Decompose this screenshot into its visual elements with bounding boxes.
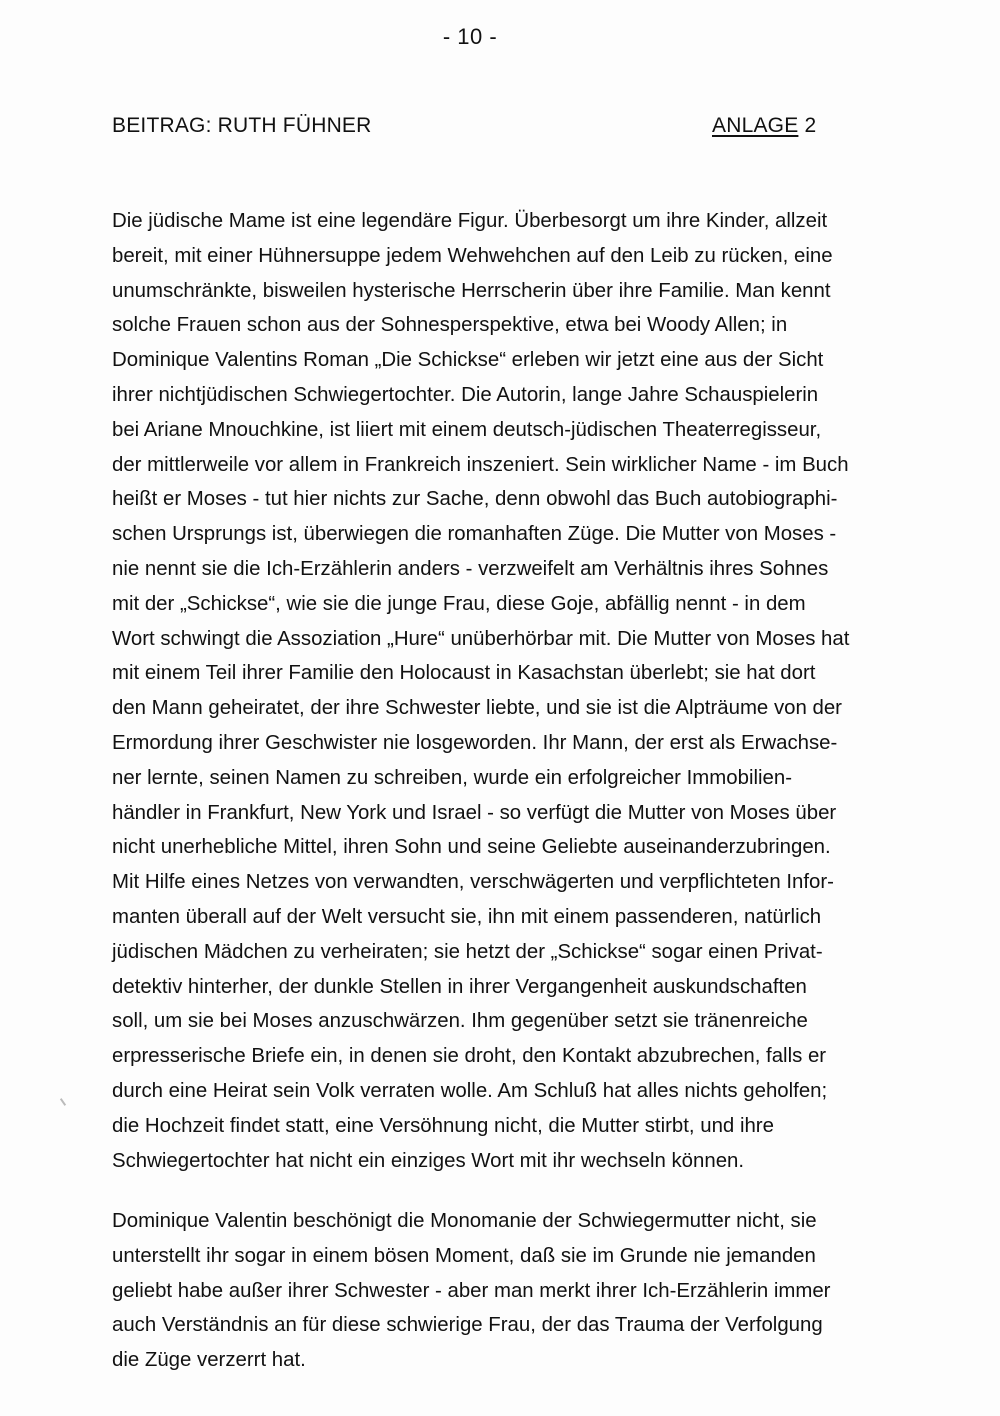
page-number: - 10 - [442,24,498,49]
text-line: auch Verständnis an für diese schwierige Frau, der das Trauma der Verfolgung [112,1314,823,1337]
paragraph-2 [112,1204,962,1378]
anlage-number: 2 [804,114,817,137]
text-line: durch eine Heirat sein Volk verraten wolle. Am Schluß hat alles nichts geholfen; [112,1079,828,1102]
text-line: schen Ursprungs ist, überwiegen die romanhaften Züge. Die Mutter von Moses - [112,523,837,546]
text-line: Die jüdische Mame ist eine legendäre Figur. Überbesorgt um ihre Kinder, allzeit [112,210,828,232]
text-line: geliebt habe außer ihrer Schwester - aber man merkt ihrer Ich-Erzählerin immer [112,1279,831,1302]
anlage-label: ANLAGE [712,114,799,137]
text-line: Ermordung ihrer Geschwister nie losgeworden. Ihr Mann, der erst als Erwachse- [112,731,838,754]
text-line: detektiv hinterher, der dunkle Stellen in ihrer Vergangenheit auskundschaften [112,975,807,998]
paragraph-1 [112,204,962,1178]
text-line: mit der „Schickse“, wie sie die junge Frau, diese Goje, abfällig nennt - in dem [112,592,806,615]
text-line: manten überall auf der Welt versucht sie, ihn mit einem passenderen, natürlich [112,905,822,928]
text-line: unterstellt ihr sogar in einem bösen Moment, daß sie im Grunde nie jemanden [112,1244,816,1267]
article-byline: BEITRAG: RUTH FÜHNER [112,114,372,137]
text-line: Schwiegertochter hat nicht ein einziges Wort mit ihr wechseln können. [112,1149,745,1172]
text-line: soll, um sie bei Moses anzuschwärzen. Ihm gegenüber setzt sie tränenreiche [112,1010,808,1033]
text-line: ihrer nichtjüdischen Schwiegertochter. Die Autorin, lange Jahre Schauspielerin [112,383,819,406]
text-line: bei Ariane Mnouchkine, ist liiert mit einem deutsch-jüdischen Theaterregisseur, [112,418,822,441]
text-line: die Züge verzerrt hat. [112,1349,306,1372]
text-line: nicht unerhebliche Mittel, ihren Sohn und seine Geliebte auseinanderzubringen. [112,836,831,859]
text-line: der mittlerweile vor allem in Frankreich inszeniert. Sein wirklicher Name - im Buch [112,453,849,476]
text-line: solche Frauen schon aus der Sohnesperspektive, etwa bei Woody Allen; in [112,314,788,337]
text-line: heißt er Moses - tut hier nichts zur Sache, denn obwohl das Buch autobiographi- [112,488,838,511]
text-line: Mit Hilfe eines Netzes von verwandten, verschwägerten und verpflichteten Infor- [112,871,834,894]
text-line: erpresserische Briefe ein, in denen sie droht, den Kontakt abzubrechen, falls er [112,1045,827,1068]
text-line: mit einem Teil ihrer Familie den Holocaust in Kasachstan überlebt; sie hat dort [112,662,816,685]
text-line: Wort schwingt die Assoziation „Hure“ unüberhörbar mit. Die Mutter von Moses hat [112,627,850,650]
text-line: ner lernte, seinen Namen zu schreiben, wurde ein erfolgreicher Immobilien- [112,766,793,789]
text-line: Dominique Valentin beschönigt die Monomanie der Schwiegermutter nicht, sie [112,1210,817,1232]
text-line: nie nennt sie die Ich-Erzählerin anders - verzweifelt am Verhältnis ihres Sohnes [112,557,829,580]
text-line: den Mann geheiratet, der ihre Schwester liebte, und sie ist die Alpträume von der [112,697,842,720]
text-line: händler in Frankfurt, New York und Israel - so verfügt die Mutter von Moses über [112,801,837,824]
text-line: unumschränkte, bisweilen hysterische Herrscherin über ihre Familie. Man kennt [112,279,831,302]
text-line: Dominique Valentins Roman „Die Schickse“ erleben wir jetzt eine aus der Sicht [112,349,824,372]
text-line: bereit, mit einer Hühnersuppe jedem Wehwehchen auf den Leib zu rücken, eine [112,244,833,267]
scan-speck [60,1098,66,1106]
text-line: jüdischen Mädchen zu verheiraten; sie hetzt der „Schickse“ sogar einen Privat- [112,940,823,963]
text-line: die Hochzeit findet statt, eine Versöhnung nicht, die Mutter stirbt, und ihre [112,1114,774,1137]
attachment-label [712,114,816,138]
